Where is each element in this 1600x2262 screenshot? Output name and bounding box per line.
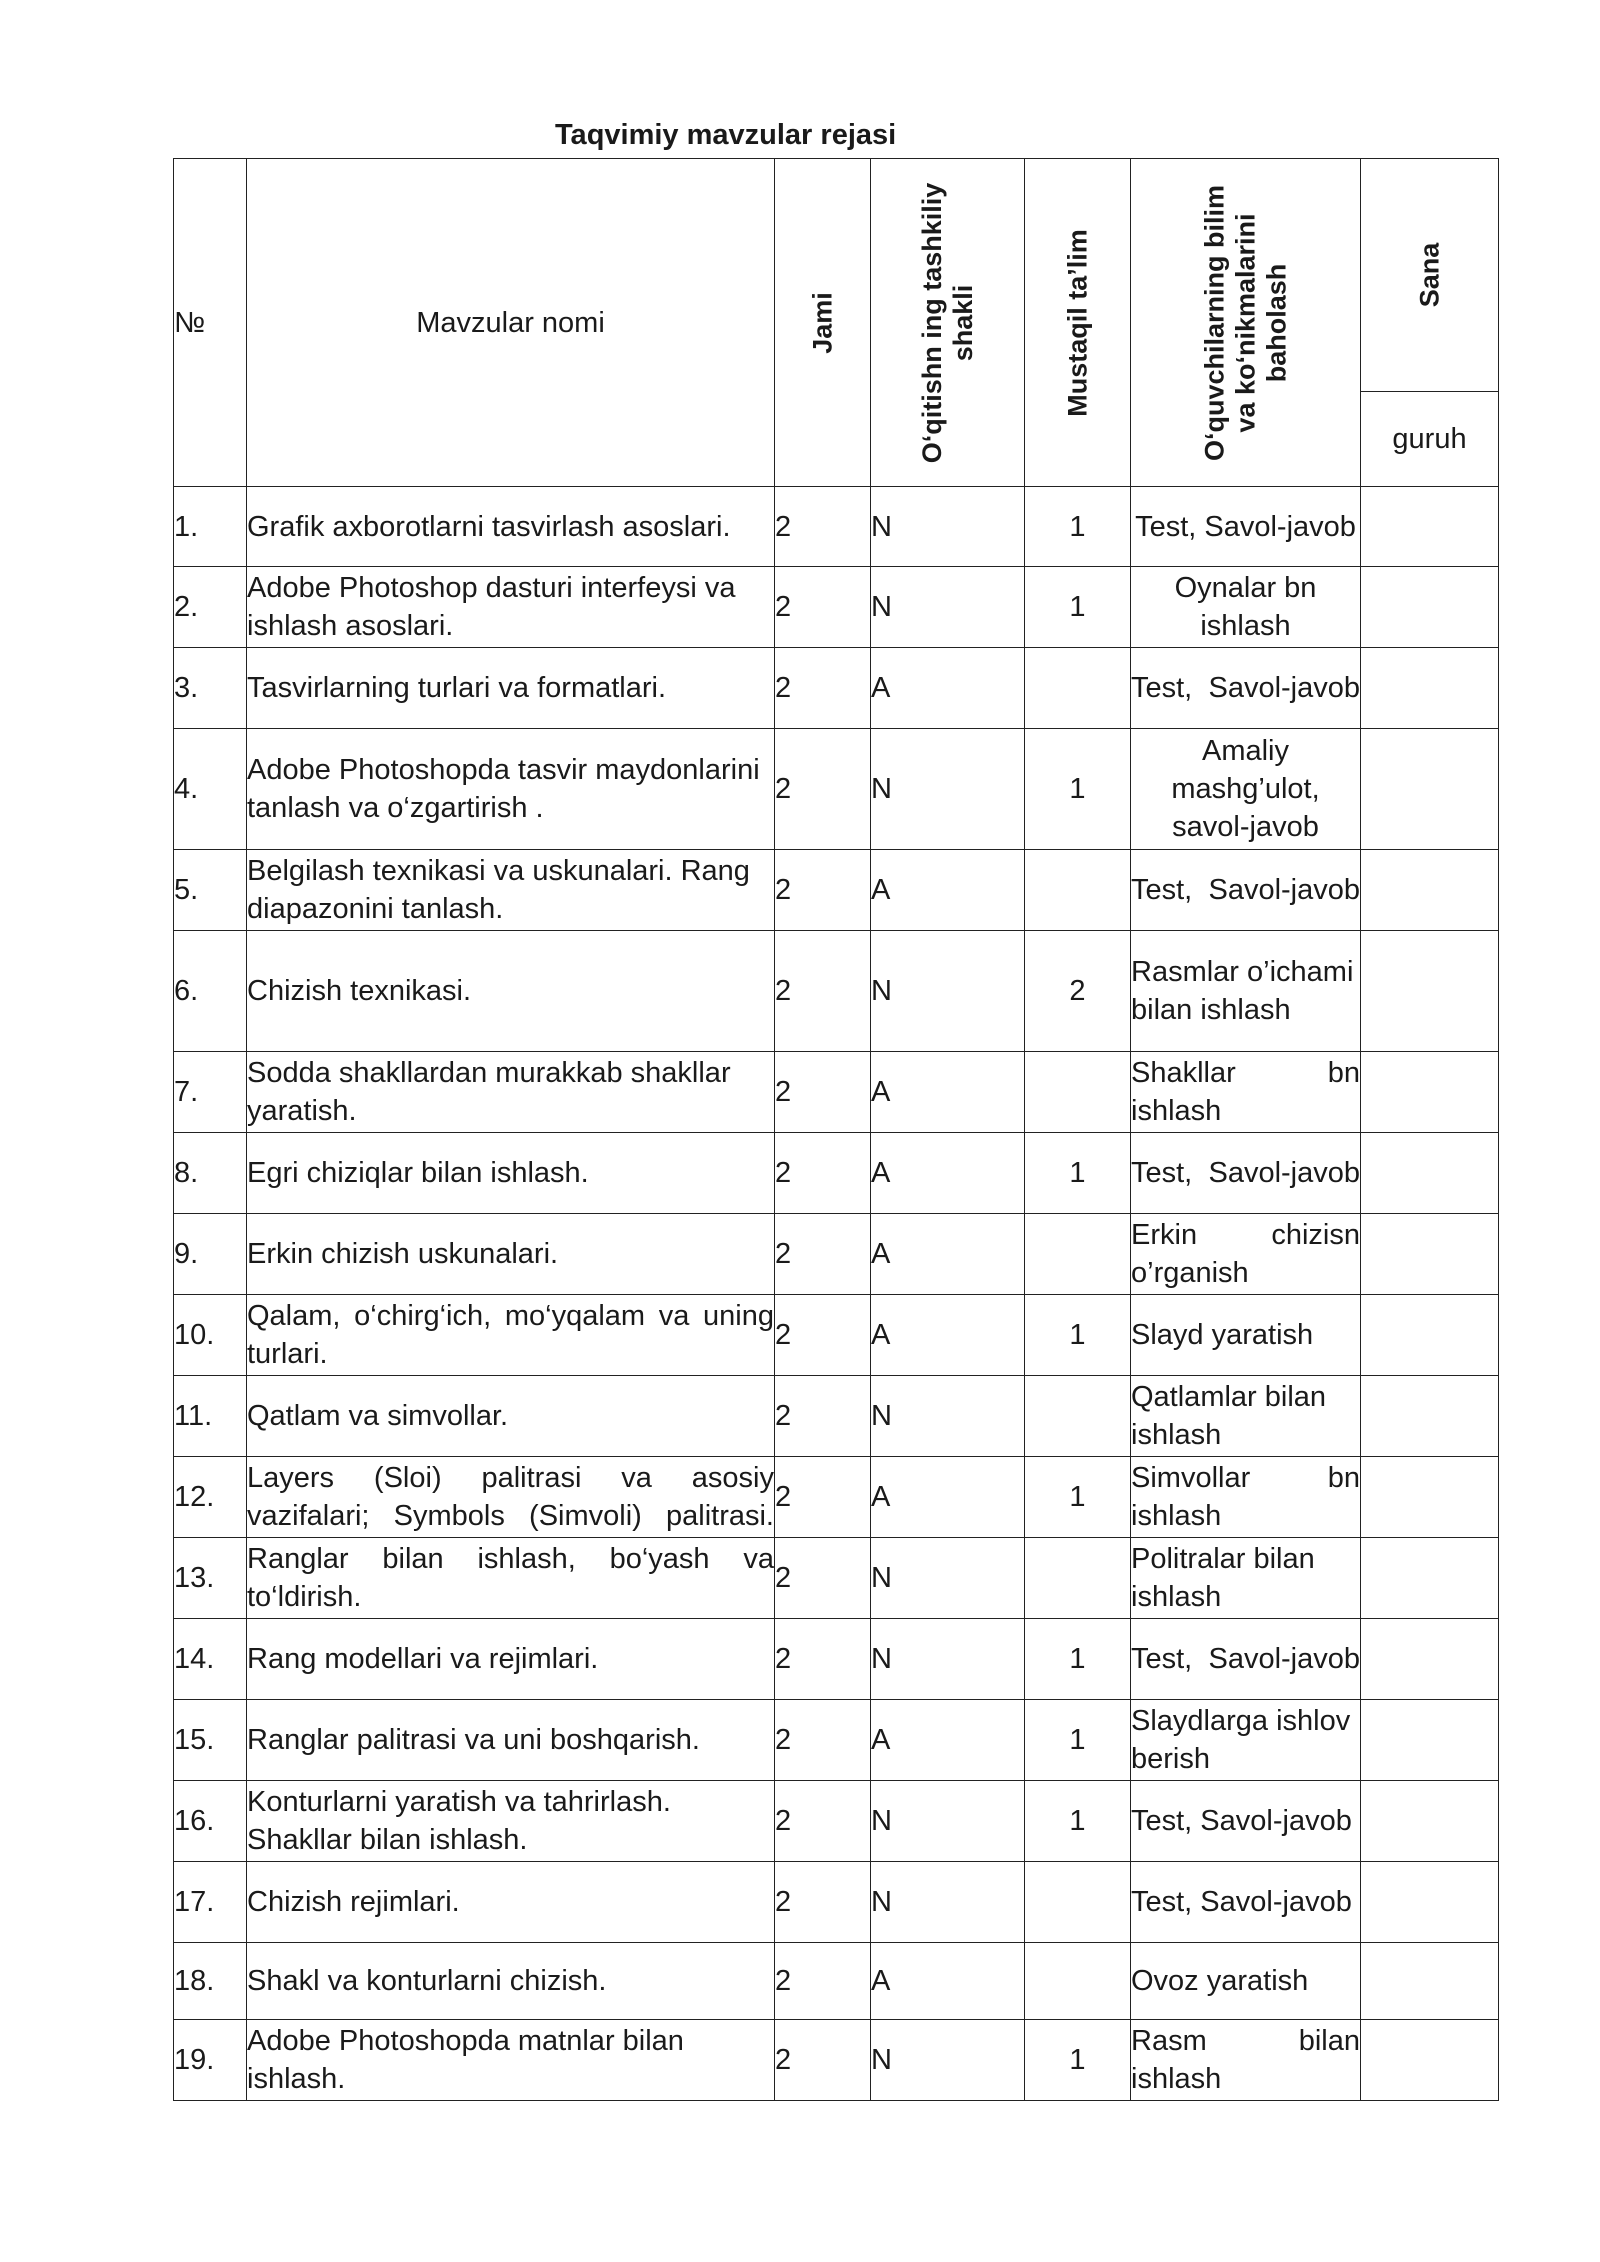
row-total-hours: 2	[775, 1943, 871, 2020]
row-total-hours: 2	[775, 648, 871, 729]
row-organization-form: N	[871, 931, 1025, 1052]
row-independent-study	[1025, 1376, 1131, 1457]
row-independent-study	[1025, 1862, 1131, 1943]
row-independent-study	[1025, 850, 1131, 931]
row-assessment: Ovoz yaratish	[1131, 1943, 1361, 2020]
row-number: 5.	[174, 850, 247, 931]
row-organization-form: A	[871, 1457, 1025, 1538]
header-organization-form: O‘qitishn ing tashkiliy shakli	[871, 159, 1025, 487]
row-total-hours: 2	[775, 1052, 871, 1133]
row-date-cell	[1361, 1619, 1499, 1700]
row-topic-name: Chizish rejimlari.	[247, 1862, 775, 1943]
row-topic-name: Tasvirlarning turlari va formatlari.	[247, 648, 775, 729]
row-independent-study: 1	[1025, 1295, 1131, 1376]
row-total-hours: 2	[775, 2020, 871, 2101]
table-row	[174, 1457, 1499, 1538]
table-row	[174, 1052, 1499, 1133]
row-number: 18.	[174, 1943, 247, 2020]
row-number: 12.	[174, 1457, 247, 1538]
row-total-hours: 2	[775, 1133, 871, 1214]
row-organization-form: A	[871, 850, 1025, 931]
row-organization-form: A	[871, 1052, 1025, 1133]
row-organization-form: N	[871, 1538, 1025, 1619]
row-independent-study: 1	[1025, 1457, 1131, 1538]
table-body	[174, 487, 1499, 2101]
row-organization-form: A	[871, 648, 1025, 729]
row-total-hours: 2	[775, 1619, 871, 1700]
row-number: 19.	[174, 2020, 247, 2101]
row-date-cell	[1361, 1133, 1499, 1214]
row-topic-name: Rang modellari va rejimlari.	[247, 1619, 775, 1700]
row-organization-form: A	[871, 1943, 1025, 2020]
row-independent-study: 1	[1025, 2020, 1131, 2101]
row-organization-form: A	[871, 1700, 1025, 1781]
table-row	[174, 648, 1499, 729]
row-date-cell	[1361, 1538, 1499, 1619]
row-independent-study	[1025, 1943, 1131, 2020]
row-assessment: Test, Savol-javob	[1131, 1619, 1361, 1700]
row-assessment: Oynalar bn ishlash	[1131, 567, 1361, 648]
row-assessment: Rasm bilan ishlash	[1131, 2020, 1361, 2101]
row-assessment: Test, Savol-javob	[1131, 1133, 1361, 1214]
row-number: 16.	[174, 1781, 247, 1862]
row-date-cell	[1361, 850, 1499, 931]
row-number: 11.	[174, 1376, 247, 1457]
row-assessment: Simvollar bn ishlash	[1131, 1457, 1361, 1538]
row-date-cell	[1361, 487, 1499, 567]
row-topic-name: Ranglar palitrasi va uni boshqarish.	[247, 1700, 775, 1781]
header-assessment: O‘quvchilarning bilim va ko‘nikmalarini baholash	[1131, 159, 1361, 487]
row-topic-name: Qatlam va simvollar.	[247, 1376, 775, 1457]
lesson-plan-table	[173, 158, 1499, 2101]
row-total-hours: 2	[775, 1214, 871, 1295]
header-topic-name: Mavzular nomi	[247, 159, 775, 487]
table-row	[174, 1295, 1499, 1376]
row-total-hours: 2	[775, 567, 871, 648]
table-row	[174, 487, 1499, 567]
row-number: 15.	[174, 1700, 247, 1781]
row-number: 13.	[174, 1538, 247, 1619]
row-independent-study: 1	[1025, 1781, 1131, 1862]
row-assessment: Amaliy mashg’ulot, savol-javob	[1131, 729, 1361, 850]
row-organization-form: A	[871, 1214, 1025, 1295]
table-row	[174, 1781, 1499, 1862]
row-topic-name: Belgilash texnikasi va uskunalari. Rang diapazonini tanlash.	[247, 850, 775, 931]
row-total-hours: 2	[775, 1295, 871, 1376]
row-topic-name: Adobe Photoshopda tasvir maydonlarini tanlash va o‘zgartirish .	[247, 729, 775, 850]
row-organization-form: N	[871, 2020, 1025, 2101]
row-assessment: Test, Savol-javob	[1131, 1862, 1361, 1943]
row-topic-name: Egri chiziqlar bilan ishlash.	[247, 1133, 775, 1214]
row-assessment: Slayd yaratish	[1131, 1295, 1361, 1376]
header-independent-study: Mustaqil ta’lim	[1025, 159, 1131, 487]
row-date-cell	[1361, 931, 1499, 1052]
table-row	[174, 1538, 1499, 1619]
row-assessment: Politralar bilan ishlash	[1131, 1538, 1361, 1619]
row-total-hours: 2	[775, 850, 871, 931]
table-row	[174, 931, 1499, 1052]
row-total-hours: 2	[775, 1781, 871, 1862]
table-row	[174, 567, 1499, 648]
row-assessment: Qatlamlar bilan ishlash	[1131, 1376, 1361, 1457]
header-total: Jami	[775, 159, 871, 487]
row-number: 6.	[174, 931, 247, 1052]
row-organization-form: N	[871, 1619, 1025, 1700]
row-assessment: Test, Savol-javob	[1131, 487, 1361, 567]
table-row	[174, 1700, 1499, 1781]
row-assessment: Erkin chizisn o’rganish	[1131, 1214, 1361, 1295]
table-row	[174, 2020, 1499, 2101]
row-organization-form: N	[871, 729, 1025, 850]
row-topic-name: Chizish texnikasi.	[247, 931, 775, 1052]
header-group: guruh	[1361, 392, 1499, 487]
row-independent-study	[1025, 1052, 1131, 1133]
row-date-cell	[1361, 648, 1499, 729]
row-independent-study: 1	[1025, 1700, 1131, 1781]
row-independent-study	[1025, 648, 1131, 729]
row-number: 1.	[174, 487, 247, 567]
row-date-cell	[1361, 1376, 1499, 1457]
row-total-hours: 2	[775, 1376, 871, 1457]
table-row	[174, 1943, 1499, 2020]
row-independent-study: 1	[1025, 729, 1131, 850]
row-independent-study: 1	[1025, 567, 1131, 648]
row-total-hours: 2	[775, 1700, 871, 1781]
row-number: 7.	[174, 1052, 247, 1133]
row-total-hours: 2	[775, 1538, 871, 1619]
row-independent-study: 1	[1025, 1133, 1131, 1214]
row-topic-name: Ranglar bilan ishlash, bo‘yash va to‘ldirish.	[247, 1538, 775, 1619]
row-date-cell	[1361, 2020, 1499, 2101]
row-date-cell	[1361, 1700, 1499, 1781]
row-independent-study: 2	[1025, 931, 1131, 1052]
row-number: 17.	[174, 1862, 247, 1943]
row-independent-study	[1025, 1538, 1131, 1619]
row-assessment: Test, Savol-javob	[1131, 850, 1361, 931]
header-number: №	[174, 159, 247, 487]
table-row	[174, 1862, 1499, 1943]
row-number: 14.	[174, 1619, 247, 1700]
row-date-cell	[1361, 1862, 1499, 1943]
row-number: 3.	[174, 648, 247, 729]
row-date-cell	[1361, 567, 1499, 648]
row-date-cell	[1361, 729, 1499, 850]
row-assessment: Test, Savol-javob	[1131, 1781, 1361, 1862]
row-organization-form: N	[871, 1376, 1025, 1457]
row-topic-name: Adobe Photoshop dasturi interfeysi va ishlash asoslari.	[247, 567, 775, 648]
table-row	[174, 729, 1499, 850]
row-topic-name: Layers (Sloi) palitrasi va asosiy vazifalari; Symbols (Simvoli) palitrasi.	[247, 1457, 775, 1538]
header-row	[174, 159, 1499, 392]
row-topic-name: Sodda shakllardan murakkab shakllar yaratish.	[247, 1052, 775, 1133]
row-assessment: Rasmlar o’ichami bilan ishlash	[1131, 931, 1361, 1052]
table-row	[174, 1619, 1499, 1700]
table-row	[174, 1133, 1499, 1214]
row-organization-form: N	[871, 1781, 1025, 1862]
row-organization-form: N	[871, 487, 1025, 567]
row-number: 2.	[174, 567, 247, 648]
row-topic-name: Qalam, o‘chirg‘ich, mo‘yqalam va uning turlari.	[247, 1295, 775, 1376]
row-assessment: Shakllar bn ishlash	[1131, 1052, 1361, 1133]
row-total-hours: 2	[775, 487, 871, 567]
row-total-hours: 2	[775, 931, 871, 1052]
row-date-cell	[1361, 1457, 1499, 1538]
row-number: 4.	[174, 729, 247, 850]
row-assessment: Test, Savol-javob	[1131, 648, 1361, 729]
row-organization-form: N	[871, 567, 1025, 648]
table-row	[174, 850, 1499, 931]
row-independent-study: 1	[1025, 1619, 1131, 1700]
table-row	[174, 1214, 1499, 1295]
row-independent-study	[1025, 1214, 1131, 1295]
row-independent-study: 1	[1025, 487, 1131, 567]
row-total-hours: 2	[775, 1862, 871, 1943]
row-date-cell	[1361, 1052, 1499, 1133]
row-date-cell	[1361, 1943, 1499, 2020]
row-topic-name: Erkin chizish uskunalari.	[247, 1214, 775, 1295]
row-number: 10.	[174, 1295, 247, 1376]
row-topic-name: Adobe Photoshopda matnlar bilan ishlash.	[247, 2020, 775, 2101]
row-date-cell	[1361, 1295, 1499, 1376]
table-row	[174, 1376, 1499, 1457]
row-organization-form: A	[871, 1133, 1025, 1214]
row-number: 9.	[174, 1214, 247, 1295]
row-topic-name: Grafik axborotlarni tasvirlash asoslari.	[247, 487, 775, 567]
row-number: 8.	[174, 1133, 247, 1214]
document-title: Taqvimiy mavzular rejasi	[555, 119, 897, 151]
header-date: Sana	[1361, 159, 1499, 392]
row-date-cell	[1361, 1214, 1499, 1295]
row-total-hours: 2	[775, 1457, 871, 1538]
row-total-hours: 2	[775, 729, 871, 850]
row-topic-name: Shakl va konturlarni chizish.	[247, 1943, 775, 2020]
row-organization-form: N	[871, 1862, 1025, 1943]
row-date-cell	[1361, 1781, 1499, 1862]
row-assessment: Slaydlarga ishlov berish	[1131, 1700, 1361, 1781]
row-topic-name: Konturlarni yaratish va tahrirlash. Shakllar bilan ishlash.	[247, 1781, 775, 1862]
row-organization-form: A	[871, 1295, 1025, 1376]
